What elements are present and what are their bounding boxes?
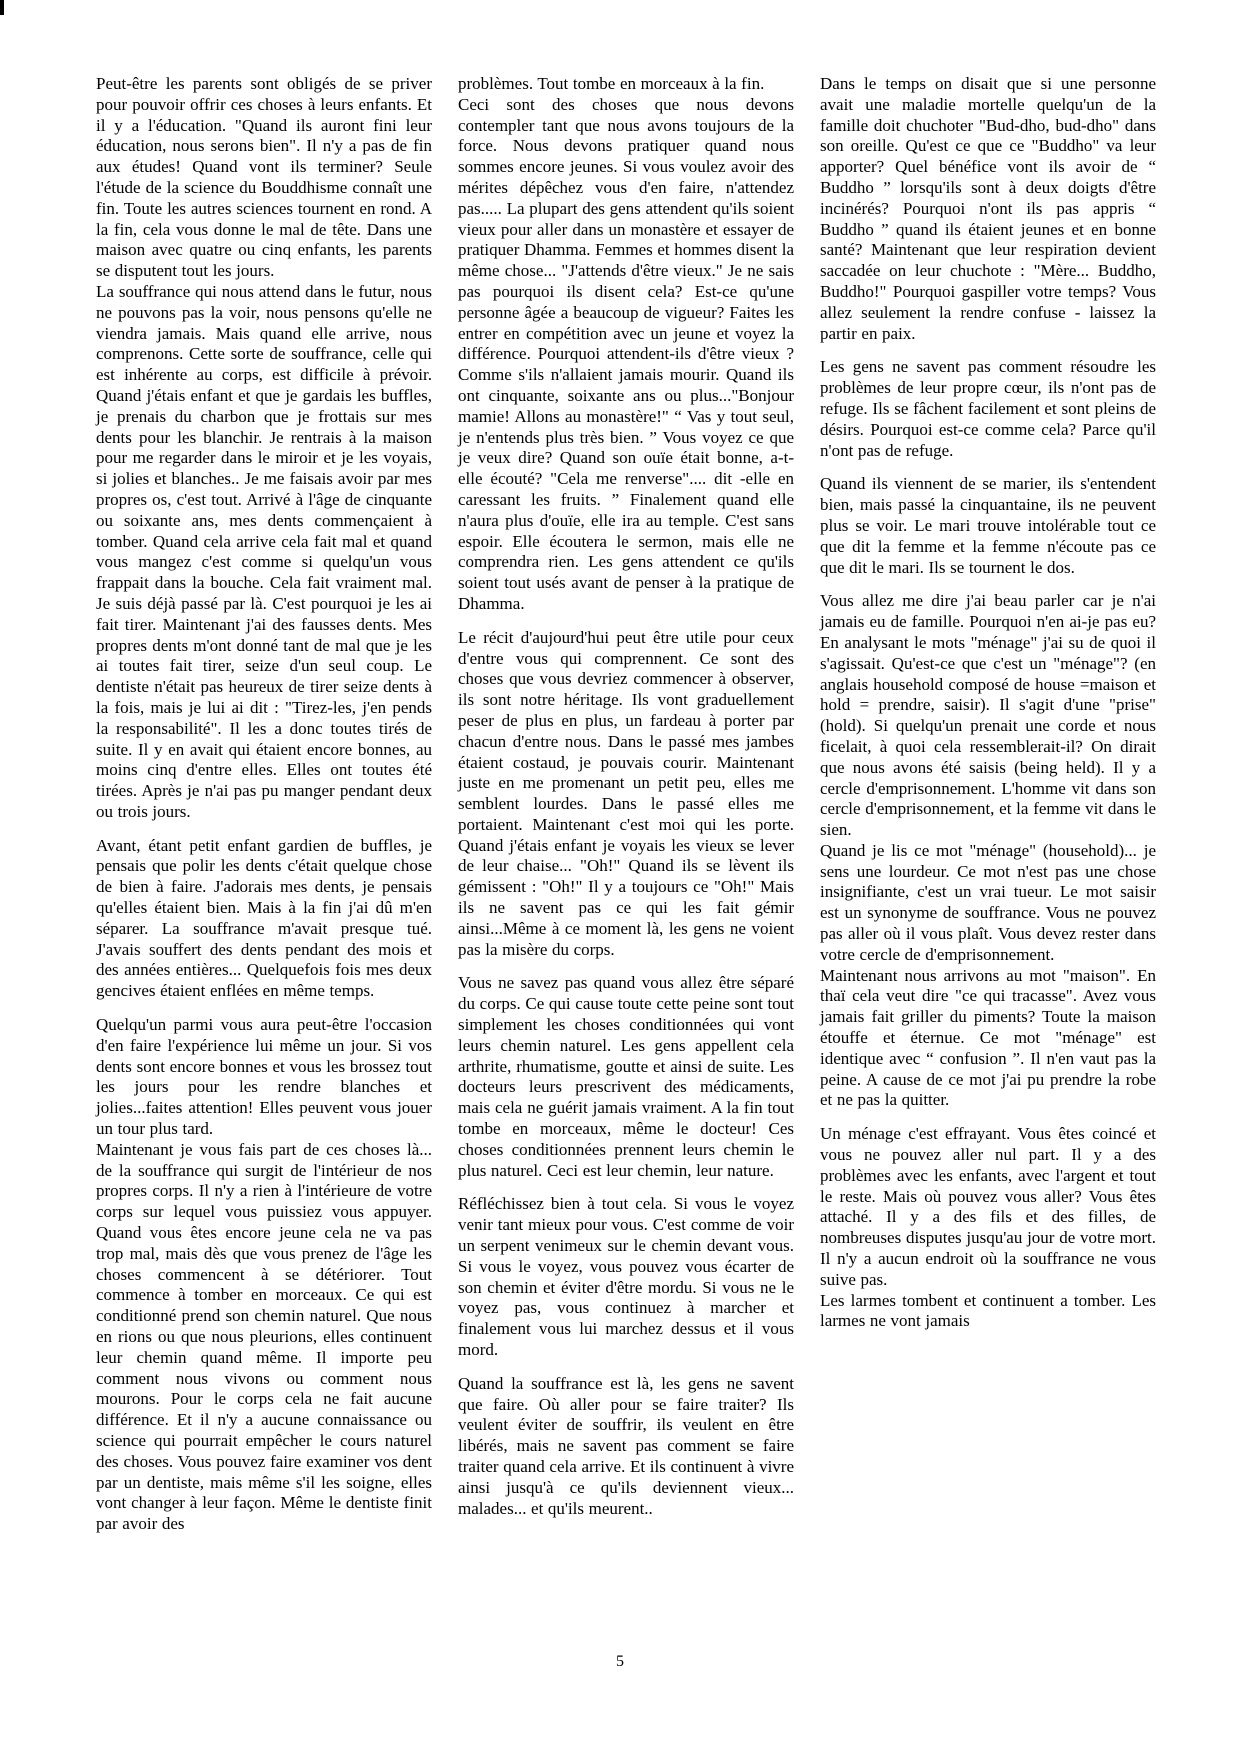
paragraph: Quand ils viennent de se marier, ils s'entendent bien, mais passé la cinquantaine, ils ne peuvent plus se voir. Le mari trouve intolérable tout ce que dit la femme et la femme n'écoute pas ce que dit le mari. Ils se tournent le dos. bbox=[820, 474, 1156, 577]
scan-artifact bbox=[0, 0, 4, 15]
column-3 bbox=[820, 74, 1156, 1535]
text-columns bbox=[96, 74, 1158, 1535]
paragraph: Quand je lis ce mot "ménage" (household)... je sens une lourdeur. Ce mot n'est pas une chose insignifiante, c'est un vrai tueur. Le mot saisir est un synonyme de souffrance. Vous ne pouvez pas aller où il vous plaît. Vous devez rester dans votre cercle de d'emprisonnement. bbox=[820, 840, 1156, 964]
paragraph: Quelqu'un parmi vous aura peut-être l'occasion d'en faire l'expérience lui même un jour. Si vos dents sont encore bonnes et vous les brossez tout les jours pour les rendre blanches et jolies...faites attention! Elles peuvent vous jouer un tour plus tard. bbox=[96, 1015, 432, 1139]
paragraph: La souffrance qui nous attend dans le futur, nous ne pouvons pas la voir, nous pensons qu'elle ne viendra jamais. Mais quand elle arrive, nous comprenons. Cette sorte de souffrance, celle qui est inhérente au corps, est difficile à prévoir. Quand j'étais enfant et que je gardais les buffles, je prenais du charbon que je frottais sur mes dents pour les blanchir. Je rentrais à la maison pour me regarder dans le miroir et je les voyais, si jolies et blanches.. Je me faisais avoir par mes propres os, c'est tout. Arrivé à l'âge de cinquante ou soixante ans, mes dents commençaient à tomber. Quand cela arrive cela fait mal et quand vous mangez c'est comme si quelqu'un vous frappait dans la bouche. Cela fait vraiment mal. Je suis déjà passé par là. C'est pourquoi je les ai fait tirer. Maintenant j'ai des fausses dents. Mes propres dents m'ont donné tant de mal que je les ai toutes fait tirer, seize d'un seul coup. Le dentiste n'était pas heureux de tirer seize dents à la fois, mais je lui ai dit : "Tirez-les, j'en pends la responsabilité". Il les a donc toutes tirés de suite. Il y en avait qui étaient encore bonnes, au moins cinq d'entre elles. Elles ont toutes été tirées. Après je n'ai pas pu manger pendant deux ou trois jours. bbox=[96, 281, 432, 821]
paragraph: Maintenant nous arrivons au mot "maison". En thaï cela veut dire "ce qui tracasse". Avez vous jamais fait griller du piments? Toute la maison étouffe et éternue. Ce mot "ménage" est identique avec “ confusion ”. Il n'en vaut pas la peine. A cause de ce mot j'ai pu prendre la robe et ne pas la quitter. bbox=[820, 965, 1156, 1110]
paragraph: Les larmes tombent et continuent a tomber. Les larmes ne vont jamais bbox=[820, 1290, 1156, 1331]
paragraph: Vous ne savez pas quand vous allez être séparé du corps. Ce qui cause toute cette peine sont tout simplement les choses conditionnées qui vont leurs chemin naturel. Les gens appellent cela arthrite, rhumatisme, goutte et ainsi de suite. Les docteurs leurs prescrivent des médicaments, mais cela ne guérit jamais vraiment. A la fin tout tombe en morceaux, même le docteur! Ces choses conditionnées prennent leurs chemin le plus naturel. Ceci est leur chemin, leur nature. bbox=[458, 973, 794, 1180]
page-number: 5 bbox=[616, 1653, 624, 1670]
paragraph: Vous allez me dire j'ai beau parler car je n'ai jamais eu de famille. Pourquoi n'en ai-je pas eu? En analysant le mots "ménage" j'ai su de quoi il s'agissait. Qu'est-ce que c'est un "ménage"? (en anglais household composé de house =maison et hold = prendre, saisir). Il s'agit d'une "prise" (hold). Si quelqu'un prenait une corde et nous ficelait, à quoi cela ressemblerait-il? On dirait que nous avons été saisis (being held). Il y a cercle d'emprisonnement. L'homme vit dans son cercle d'emprisonnement, et la femme vit dans le sien. bbox=[820, 591, 1156, 840]
paragraph: Avant, étant petit enfant gardien de buffles, je pensais que polir les dents c'était quelque chose de bien à faire. J'adorais mes dents, je pensais qu'elles étaient bien. Mais à la fin j'ai dû m'en séparer. La souffrance m'avait presque tué. J'avais souffert des dents pendant des mois et des années entières... Quelquefois fois mes deux gencives étaient enflées en même temps. bbox=[96, 835, 432, 1001]
paragraph: Maintenant je vous fais part de ces choses là... de la souffrance qui surgit de l'intérieur de nos propres corps. Il n'y a rien à l'intérieure de votre corps sur lequel vous puissiez vous appuyer. Quand vous êtes encore jeune cela ne va pas trop mal, mais dès que vous prenez de l'âge les choses commencent à se détériorer. Tout commence à tomber en morceaux. Ce qui est conditionné prend son chemin naturel. Que nous en rions ou que nous pleurions, elles continuent leur chemin quand même. Il importe peu comment nous vivons ou comment nous mourons. Pour le corps cela ne fait aucune différence. Et il n'y a aucune connaissance ou science qui pourrait empêcher le cours naturel des choses. Vous pouvez faire examiner vos dent par un dentiste, mais même s'il les soigne, elles vont changer à leur façon. Même le dentiste finit par avoir des bbox=[96, 1139, 432, 1534]
paragraph: Réfléchissez bien à tout cela. Si vous le voyez venir tant mieux pour vous. C'est comme de voir un serpent venimeux sur le chemin devant vous. Si vous le voyez, vous pouvez vous écarter de son chemin et éviter d'être mordu. Si vous ne le voyez pas, vous continuez à marcher et finalement vous lui marchez dessus et il vous mord. bbox=[458, 1194, 794, 1360]
column-1 bbox=[96, 74, 432, 1535]
paragraph: Les gens ne savent pas comment résoudre les problèmes de leur propre cœur, ils n'ont pas de refuge. Ils se fâchent facilement et sont pleins de désirs. Pourquoi est-ce comme cela? Parce qu'il n'ont pas de refuge. bbox=[820, 357, 1156, 460]
paragraph: Quand la souffrance est là, les gens ne savent que faire. Où aller pour se faire traiter? Ils veulent éviter de souffrir, ils veulent en être libérés, mais ne savent pas comment se faire traiter quand cela arrive. Et ils continuent à vivre ainsi jusqu'à ce qu'ils deviennent vieux... malades... et qu'ils meurent.. bbox=[458, 1373, 794, 1518]
paragraph: Un ménage c'est effrayant. Vous êtes coincé et vous ne pouvez aller nul part. Il y a des problèmes avec les enfants, avec l'argent et tout le reste. Mais où pouvez vous aller? Vous êtes attaché. Il y a des fils et des filles, de nombreuses disputes jusqu'au jour de votre mort. Il n'y a aucun endroit où la souffrance ne vous suive pas. bbox=[820, 1124, 1156, 1289]
column-2 bbox=[458, 74, 794, 1535]
paragraph: problèmes. Tout tombe en morceaux à la fin. bbox=[458, 74, 765, 93]
paragraph: Le récit d'aujourd'hui peut être utile pour ceux d'entre vous qui comprennent. Ce sont des choses que vous devriez commencer à observer, ils sont notre héritage. Ils vont graduellement peser de plus en plus, un fardeau à porter par chacun d'entre nous. Dans le passé mes jambes étaient costaud, je pouvais courir. Maintenant juste en me promenant un petit peu, elles me semblent lourdes. Dans le passé elles me portaient. Maintenant c'est moi qui les porte. Quand j'étais enfant je voyais les vieux se lever de leur chaise... "Oh!" Quand ils se lèvent ils gémissent : "Oh!" Il y a toujours ce "Oh!" Mais ils ne savent pas ce qui les fait gémir ainsi...Même à ce moment là, les gens ne voient pas la misère du corps. bbox=[458, 627, 794, 959]
paragraph: Ceci sont des choses que nous devons contempler tant que nous avons toujours de la force. Nous devons pratiquer quand nous sommes encore jeunes. Si vous voulez avoir des mérites dépêchez vous d'en faire, n'attendez pas..... La plupart des gens attendent qu'ils soient vieux pour aller dans un monastère et essayer de pratiquer Dhamma. Femmes et hommes disent la même chose... "J'attends d'être vieux." Je ne sais pas pourquoi ils disent cela? Est-ce qu'une personne âgée a beaucoup de vigueur? Faites les entrer en compétition avec un jeune et voyez la différence. Pourquoi attendent-ils d'être vieux ? Comme s'ils n'allaient jamais mourir. Quand ils ont cinquante, soixante ans ou plus..."Bonjour mamie! Allons au monastère!" “ Vas y tout seul, je n'entends plus très bien. ” Vous voyez ce que je veux dire? Quand son ouïe était bonne, a-t-elle écouté? "Cela me renverse".... dit -elle en caressant les fruits. ” Finalement quand elle n'aura plus d'ouïe, elle ira au temple. C'est sans espoir. Elle écoutera le sermon, mais elle ne comprendra rien. Les gens attendent ce qu'ils soient tout usés avant de penser à la pratique de Dhamma. bbox=[458, 94, 794, 613]
paragraph: Peut-être les parents sont obligés de se priver pour pouvoir offrir ces choses à leurs enfants. Et il y a l'éducation. "Quand ils auront fini leur éducation, nous serons bien". Il n'y a pas de fin aux études! Quand vont ils terminer? Seule l'étude de la science du Bouddhisme connaît une fin. Toute les autres sciences tournent en rond. A la fin, cela vous donne le mal de tête. Dans une maison avec quatre ou cinq enfants, les parents se disputent tout les jours. bbox=[96, 74, 432, 281]
paragraph: Dans le temps on disait que si une personne avait une maladie mortelle quelqu'un de la famille doit chuchoter "Bud-dho, bud-dho" dans son oreille. Qu'est ce que ce "Buddho" va leur apporter? Quel bénéfice vont ils avoir de “ Buddho ” lorsqu'ils sont à deux doigts d'être incinérés? Pourquoi n'ont ils pas appris “ Buddho ” quand ils étaient jeunes et en bonne santé? Maintenant que leur respiration devient saccadée on leur chuchote : "Mère... Buddho, Buddho!" Pourquoi gaspiller votre temps? Vous allez seulement la rendre confuse - laissez la partir en paix. bbox=[820, 74, 1156, 343]
